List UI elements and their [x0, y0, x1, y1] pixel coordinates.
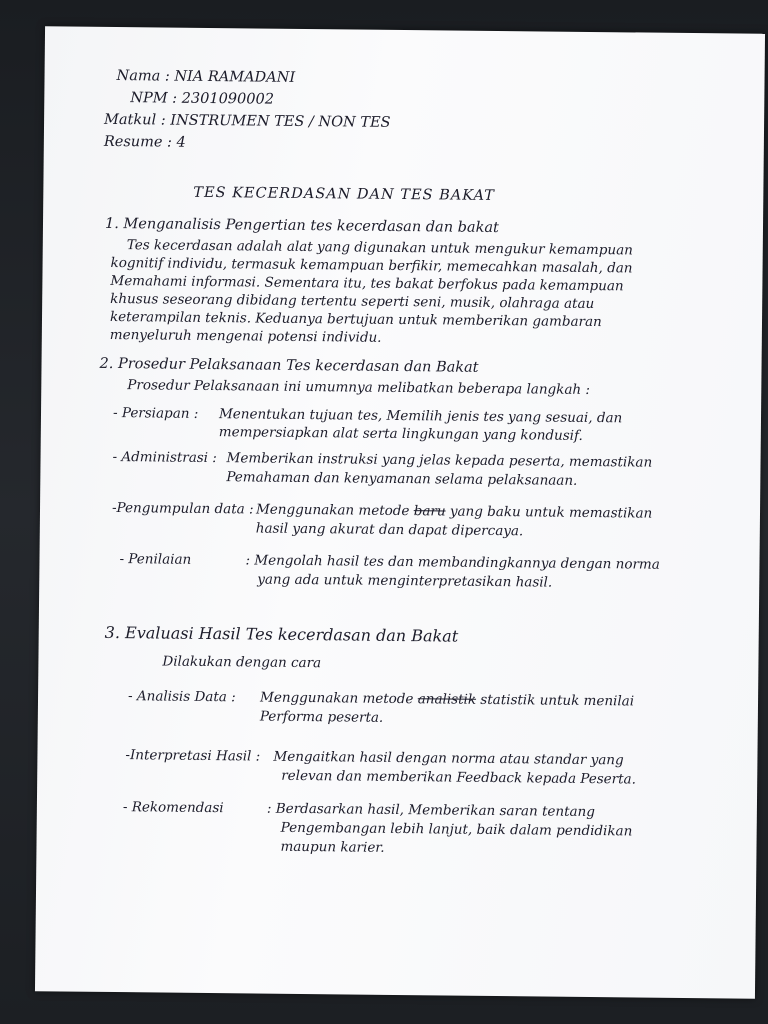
item-line: hasil yang akurat dan dapat dipercaya. — [255, 520, 524, 540]
item-line: Menentukan tujuan tes, Memilih jenis tes yang sesuai, dan — [218, 406, 623, 427]
section2-intro: Prosedur Pelaksanaan ini umumnya melibatkan beberapa langkah : — [127, 377, 591, 398]
item-line: Mengaitkan hasil dengan norma atau standar yang — [273, 748, 624, 769]
text-segment: Menggunakan metode — [255, 501, 410, 520]
item-label-rekomendasi: - Rekomendasi — [122, 799, 224, 817]
item-label-analisis-data: - Analisis Data : — [127, 688, 236, 706]
struck-word: baru — [413, 503, 446, 520]
item-label-administrasi: - Administrasi : — [112, 448, 217, 467]
section1-line: keterampilan teknis. Keduanya bertujuan untuk memberikan gambaran — [109, 308, 602, 331]
section1-line: menyeluruh mengenai potensi individu. — [109, 326, 382, 346]
section2-heading: 2. Prosedur Pelaksanaan Tes kecerdasan dan Bakat — [99, 355, 479, 376]
section1-line: khusus seseorang dibidang tertentu seperti seni, musik, olahraga atau — [110, 290, 595, 313]
npm-line: NPM : 2301090002 — [130, 90, 275, 108]
section3-intro: Dilakukan dengan cara — [162, 653, 322, 672]
item-line: maupun karier. — [280, 838, 385, 856]
section1-line: Tes kecerdasan adalah alat yang digunakan untuk mengukur kemampuan — [126, 237, 633, 259]
item-line: : Mengolah hasil tes dan membandingkannya dengan norma — [245, 552, 660, 573]
matkul-line: Matkul : INSTRUMEN TES / NON TES — [104, 111, 391, 131]
item-line: : Berdasarkan hasil, Memberikan saran tentang — [266, 800, 596, 821]
item-line: relevan dan memberikan Feedback kepada Peserta. — [281, 767, 637, 788]
item-line — [256, 503, 652, 521]
item-line: yang ada untuk menginterpretasikan hasil. — [257, 571, 553, 591]
item-line: Performa peserta. — [259, 708, 384, 726]
struck-word: analistik — [417, 691, 477, 708]
section1-line: Memahami informasi. Sementara itu, tes bakat berfokus pada kemampuan — [110, 272, 624, 295]
page-title: TES KECERDASAN DAN TES BAKAT — [193, 184, 495, 204]
item-line: Pengembangan lebih lanjut, baik dalam pendidikan — [280, 819, 633, 840]
item-label-pengumpulan-data: -Pengumpulan data : — [111, 499, 254, 518]
item-label-interpretasi-hasil: -Interpretasi Hasil : — [125, 747, 261, 765]
section1-heading: 1. Menganalisis Pengertian tes kecerdasan dan bakat — [104, 215, 499, 237]
item-label-penilaian: - Penilaian — [119, 551, 192, 568]
text-segment: Menggunakan metode — [259, 689, 414, 708]
item-line: Pemahaman dan kenyamanan selama pelaksanaan. — [226, 469, 578, 489]
item-line: mempersiapkan alat serta lingkungan yang kondusif. — [218, 424, 583, 444]
name-line: Nama : NIA RAMADANI — [116, 68, 296, 86]
text-segment: yang baku untuk memastikan — [449, 503, 653, 522]
section3-heading: 3. Evaluasi Hasil Tes kecerdasan dan Bakat — [104, 622, 459, 646]
item-line: Memberikan instruksi yang jelas kepada peserta, memastikan — [226, 450, 653, 471]
paper-sheet — [35, 26, 765, 998]
item-label-persiapan: - Persiapan : — [112, 404, 199, 422]
text-segment: statistik untuk menilai — [480, 691, 635, 710]
resume-line: Resume : 4 — [103, 133, 186, 151]
item-line — [259, 689, 635, 710]
section1-line: kognitif individu, termasuk kemampuan berfikir, memecahkan masalah, dan — [110, 254, 633, 277]
